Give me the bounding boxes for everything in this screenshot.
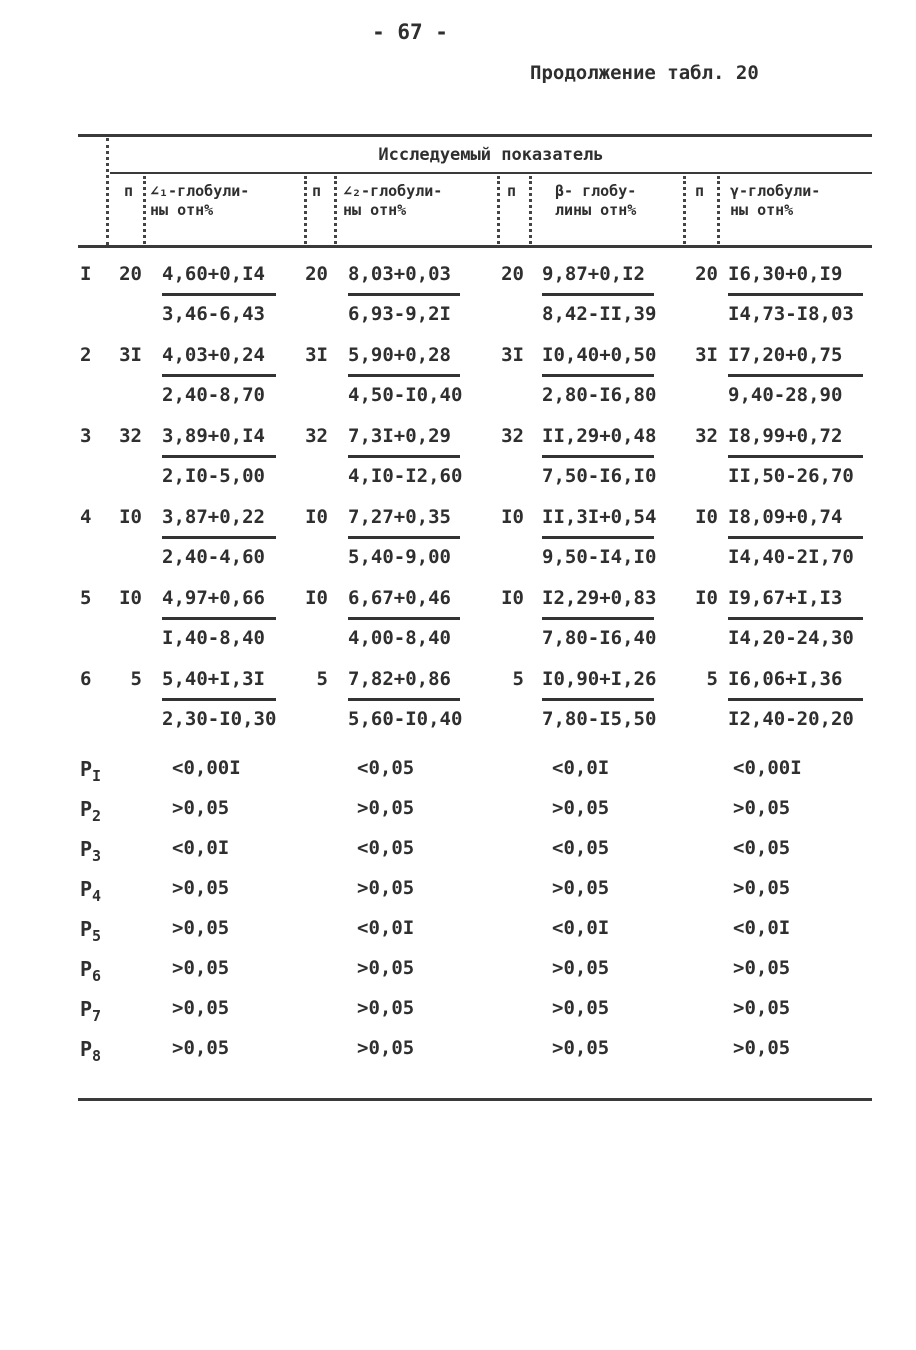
row-number: 5 [80, 587, 92, 609]
range-value: 2,40-8,70 [162, 384, 265, 406]
range-value: I4,20-24,30 [728, 627, 854, 649]
n-count: I0 [119, 506, 142, 528]
page-number: - 67 - [372, 20, 448, 44]
p-label: $P_2$ [80, 797, 102, 825]
n-count: I0 [695, 587, 718, 609]
column-header-alpha1: ∠₁-глобули- ны отн% [150, 182, 250, 219]
p-value: >0,05 [357, 877, 415, 899]
range-value: 3,46-6,43 [162, 303, 265, 325]
range-value: 7,50-I6,I0 [542, 465, 657, 487]
fraction-bar [542, 536, 654, 539]
p-value: <0,00I [733, 757, 802, 779]
p-value: >0,05 [357, 957, 415, 979]
mean-value: 6,67+0,46 [348, 587, 451, 609]
p-value: >0,05 [172, 917, 230, 939]
mean-value: 3,87+0,22 [162, 506, 265, 528]
n-count: 3I [119, 344, 142, 366]
row-number: 4 [80, 506, 92, 528]
n-count: 5 [512, 668, 524, 690]
fraction-bar [542, 374, 654, 377]
mean-value: I6,30+0,I9 [728, 263, 843, 285]
mean-value: II,29+0,48 [542, 425, 657, 447]
p-value: >0,05 [172, 997, 230, 1019]
column-header-beta: β- глобу- лины отн% [555, 182, 637, 219]
mean-value: I7,20+0,75 [728, 344, 843, 366]
mean-value: 5,90+0,28 [348, 344, 451, 366]
fraction-bar [728, 536, 863, 539]
row-number: 3 [80, 425, 92, 447]
mean-value: 5,40+I,3I [162, 668, 265, 690]
table-top-rule [78, 134, 872, 137]
fraction-bar [542, 293, 654, 296]
header-divider [304, 176, 307, 244]
p-value: >0,05 [733, 797, 791, 819]
mean-value: 4,03+0,24 [162, 344, 265, 366]
p-label: $P_6$ [80, 957, 102, 985]
fraction-bar [542, 698, 654, 701]
range-value: 9,40-28,90 [728, 384, 843, 406]
range-value: I,40-8,40 [162, 627, 265, 649]
range-value: 7,80-I5,50 [542, 708, 657, 730]
fraction-bar [728, 455, 863, 458]
n-column-header: п [124, 182, 134, 200]
header-divider [717, 176, 720, 244]
p-value: >0,05 [552, 1037, 610, 1059]
mean-value: 4,60+0,I4 [162, 263, 265, 285]
mean-value: I0,40+0,50 [542, 344, 657, 366]
fraction-bar [728, 698, 863, 701]
fraction-bar [728, 293, 863, 296]
n-count: 20 [501, 263, 524, 285]
p-value: >0,05 [357, 1037, 415, 1059]
header-separator-rule [110, 172, 872, 174]
header-bottom-rule [78, 245, 872, 248]
n-count: I0 [695, 506, 718, 528]
p-label: $P_8$ [80, 1037, 102, 1065]
p-value: >0,05 [552, 997, 610, 1019]
mean-value: 9,87+0,I2 [542, 263, 645, 285]
p-label: $P_I$ [80, 757, 102, 785]
p-value: <0,05 [357, 757, 415, 779]
fraction-bar [162, 617, 276, 620]
table-continuation-label: Продолжение табл. 20 [530, 62, 759, 84]
p-value: >0,05 [172, 797, 230, 819]
n-count: I0 [305, 506, 328, 528]
p-label: $P_3$ [80, 837, 102, 865]
fraction-bar [348, 293, 460, 296]
p-label: $P_4$ [80, 877, 102, 905]
n-count: I0 [501, 506, 524, 528]
fraction-bar [348, 617, 460, 620]
range-value: 2,80-I6,80 [542, 384, 657, 406]
n-column-header: п [695, 182, 705, 200]
p-value: >0,05 [733, 877, 791, 899]
mean-value: I8,09+0,74 [728, 506, 843, 528]
column-header-gamma: γ-глобули- ны отн% [730, 182, 821, 219]
mean-value: 4,97+0,66 [162, 587, 265, 609]
p-value: <0,05 [733, 837, 791, 859]
p-value: <0,0I [552, 917, 610, 939]
mean-value: 8,03+0,03 [348, 263, 451, 285]
fraction-bar [162, 455, 276, 458]
p-value: >0,05 [552, 957, 610, 979]
table-bottom-rule [78, 1098, 872, 1101]
row-number: 6 [80, 668, 92, 690]
fraction-bar [162, 536, 276, 539]
p-value: <0,05 [357, 837, 415, 859]
fraction-bar [348, 536, 460, 539]
row-number: 2 [80, 344, 92, 366]
p-value: >0,05 [357, 797, 415, 819]
n-column-header: п [312, 182, 322, 200]
range-value: 4,00-8,40 [348, 627, 451, 649]
p-value: <0,00I [172, 757, 241, 779]
n-count: 20 [305, 263, 328, 285]
header-divider [106, 138, 109, 245]
p-value: >0,05 [172, 957, 230, 979]
n-count: 3I [501, 344, 524, 366]
p-value: <0,0I [172, 837, 230, 859]
mean-value: 7,82+0,86 [348, 668, 451, 690]
n-count: 32 [695, 425, 718, 447]
range-value: 8,42-II,39 [542, 303, 657, 325]
fraction-bar [162, 698, 276, 701]
n-count: I0 [119, 587, 142, 609]
p-value: >0,05 [733, 1037, 791, 1059]
fraction-bar [348, 698, 460, 701]
p-label: $P_5$ [80, 917, 102, 945]
mean-value: I6,06+I,36 [728, 668, 843, 690]
p-value: >0,05 [552, 797, 610, 819]
header-divider [143, 176, 146, 244]
n-count: 20 [695, 263, 718, 285]
fraction-bar [728, 374, 863, 377]
mean-value: 3,89+0,I4 [162, 425, 265, 447]
n-count: I0 [305, 587, 328, 609]
range-value: I4,40-2I,70 [728, 546, 854, 568]
range-value: 5,60-I0,40 [348, 708, 463, 730]
mean-value: 7,27+0,35 [348, 506, 451, 528]
p-value: <0,0I [552, 757, 610, 779]
p-value: >0,05 [733, 997, 791, 1019]
header-divider [334, 176, 337, 244]
p-value: >0,05 [733, 957, 791, 979]
header-divider [497, 176, 500, 244]
mean-value: I2,29+0,83 [542, 587, 657, 609]
fraction-bar [348, 455, 460, 458]
p-value: <0,0I [357, 917, 415, 939]
p-value: >0,05 [172, 877, 230, 899]
n-column-header: п [507, 182, 517, 200]
n-count: 3I [305, 344, 328, 366]
n-count: I0 [501, 587, 524, 609]
mean-value: I8,99+0,72 [728, 425, 843, 447]
fraction-bar [542, 455, 654, 458]
range-value: 5,40-9,00 [348, 546, 451, 568]
n-count: 20 [119, 263, 142, 285]
range-value: 7,80-I6,40 [542, 627, 657, 649]
range-value: I2,40-20,20 [728, 708, 854, 730]
mean-value: II,3I+0,54 [542, 506, 657, 528]
range-value: 6,93-9,2I [348, 303, 451, 325]
fraction-bar [162, 374, 276, 377]
range-value: II,50-26,70 [728, 465, 854, 487]
row-number: I [80, 263, 92, 285]
p-value: <0,0I [733, 917, 791, 939]
header-title: Исследуемый показатель [378, 145, 604, 165]
fraction-bar [162, 293, 276, 296]
fraction-bar [542, 617, 654, 620]
n-count: 5 [316, 668, 328, 690]
n-count: 32 [501, 425, 524, 447]
n-count: 3I [695, 344, 718, 366]
p-value: >0,05 [357, 997, 415, 1019]
p-label: $P_7$ [80, 997, 102, 1025]
column-header-alpha2: ∠₂-глобули- ны отн% [343, 182, 443, 219]
range-value: 2,I0-5,00 [162, 465, 265, 487]
range-value: 2,30-I0,30 [162, 708, 277, 730]
n-count: 5 [130, 668, 142, 690]
range-value: 9,50-I4,I0 [542, 546, 657, 568]
range-value: 4,50-I0,40 [348, 384, 463, 406]
mean-value: 7,3I+0,29 [348, 425, 451, 447]
fraction-bar [728, 617, 863, 620]
fraction-bar [348, 374, 460, 377]
header-divider [683, 176, 686, 244]
mean-value: I0,90+I,26 [542, 668, 657, 690]
mean-value: I9,67+I,I3 [728, 587, 843, 609]
n-count: 32 [305, 425, 328, 447]
range-value: 2,40-4,60 [162, 546, 265, 568]
n-count: 5 [706, 668, 718, 690]
header-divider [529, 176, 532, 244]
p-value: <0,05 [552, 837, 610, 859]
p-value: >0,05 [172, 1037, 230, 1059]
n-count: 32 [119, 425, 142, 447]
range-value: 4,I0-I2,60 [348, 465, 463, 487]
p-value: >0,05 [552, 877, 610, 899]
range-value: I4,73-I8,03 [728, 303, 854, 325]
